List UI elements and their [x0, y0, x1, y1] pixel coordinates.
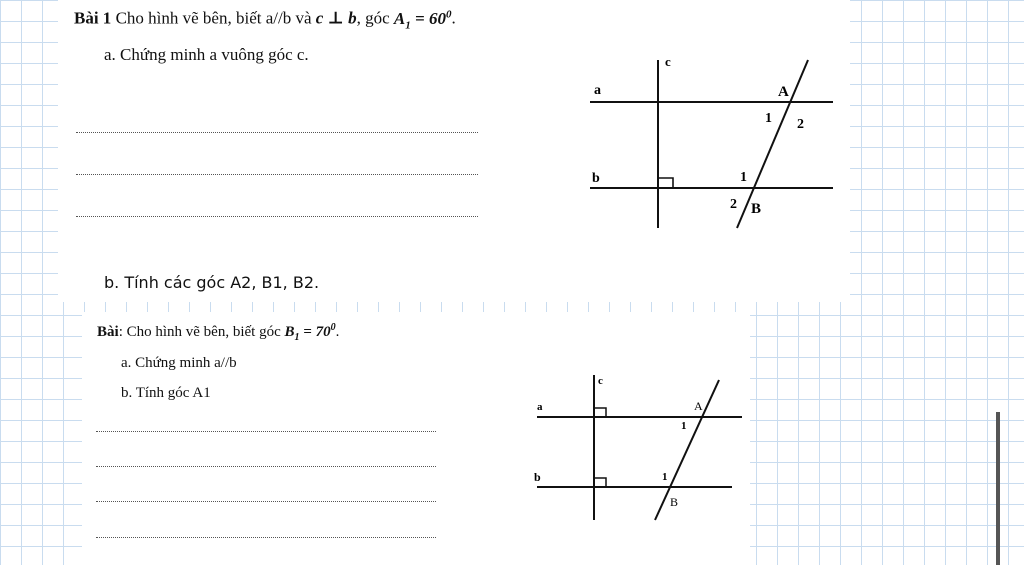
- label-A1: 1: [765, 111, 772, 126]
- angle-a1-formula: $A_1 = 60^0$: [393, 8, 452, 32]
- right-angle-mark: [658, 178, 673, 188]
- label-B2: 2: [730, 197, 737, 212]
- right-angle-mark-a: [594, 408, 606, 417]
- answer-line: [96, 466, 436, 467]
- page-edge-bar: [996, 412, 1000, 565]
- exercise-1-title: Bài 1 Cho hình vẽ bên, biết a//b và c ⊥ b, góc $A_1 = 60^0$.: [74, 8, 456, 32]
- label-b: b: [592, 171, 600, 186]
- label-A1: 1: [681, 420, 687, 432]
- label-b: b: [534, 470, 541, 484]
- label-B: B: [670, 495, 679, 509]
- exercise-1-label: Bài 1: [74, 8, 112, 28]
- exercise-2-part-b: b. Tính góc A1: [121, 385, 211, 401]
- transversal: [737, 60, 808, 228]
- exercise-1-figure: [585, 50, 845, 240]
- exercise-1-part-a: a. Chứng minh a vuông góc c.: [104, 45, 309, 64]
- label-A: A: [778, 84, 789, 100]
- label-A: A: [694, 399, 703, 413]
- angle-b1-formula: $B_1 = 70^0$: [284, 322, 336, 343]
- answer-line: [96, 431, 436, 432]
- answer-line: [76, 174, 478, 175]
- exercise-2-part-a: a. Chứng minh a//b: [121, 355, 237, 371]
- perp-formula: c ⊥ b: [315, 8, 357, 28]
- label-A2: 2: [797, 117, 804, 132]
- label-B1: 1: [740, 170, 747, 185]
- answer-line: [96, 537, 436, 538]
- label-a: a: [594, 83, 601, 98]
- right-angle-mark-b: [594, 478, 606, 487]
- exercise-2-title: Bài: Cho hình vẽ bên, biết góc $B_1 = 70^0$.: [97, 322, 340, 343]
- exercise-2-label: Bài: [97, 324, 119, 340]
- angle-prefix: , góc: [356, 8, 390, 28]
- transversal: [655, 380, 719, 520]
- label-B1: 1: [662, 471, 668, 483]
- exercise-1-part-b: b. Tính các góc A2, B1, B2.: [104, 273, 320, 292]
- exercise-1-text: Cho hình vẽ bên, biết a//b và: [115, 8, 312, 28]
- label-a: a: [537, 401, 543, 413]
- label-B: B: [751, 201, 762, 217]
- exercise-2-text: : Cho hình vẽ bên, biết góc: [118, 324, 281, 340]
- answer-line: [96, 501, 436, 502]
- answer-line: [76, 216, 478, 217]
- label-c: c: [598, 375, 603, 387]
- label-c: c: [665, 54, 671, 69]
- exercise-2-figure: [532, 370, 752, 530]
- answer-line: [76, 132, 478, 133]
